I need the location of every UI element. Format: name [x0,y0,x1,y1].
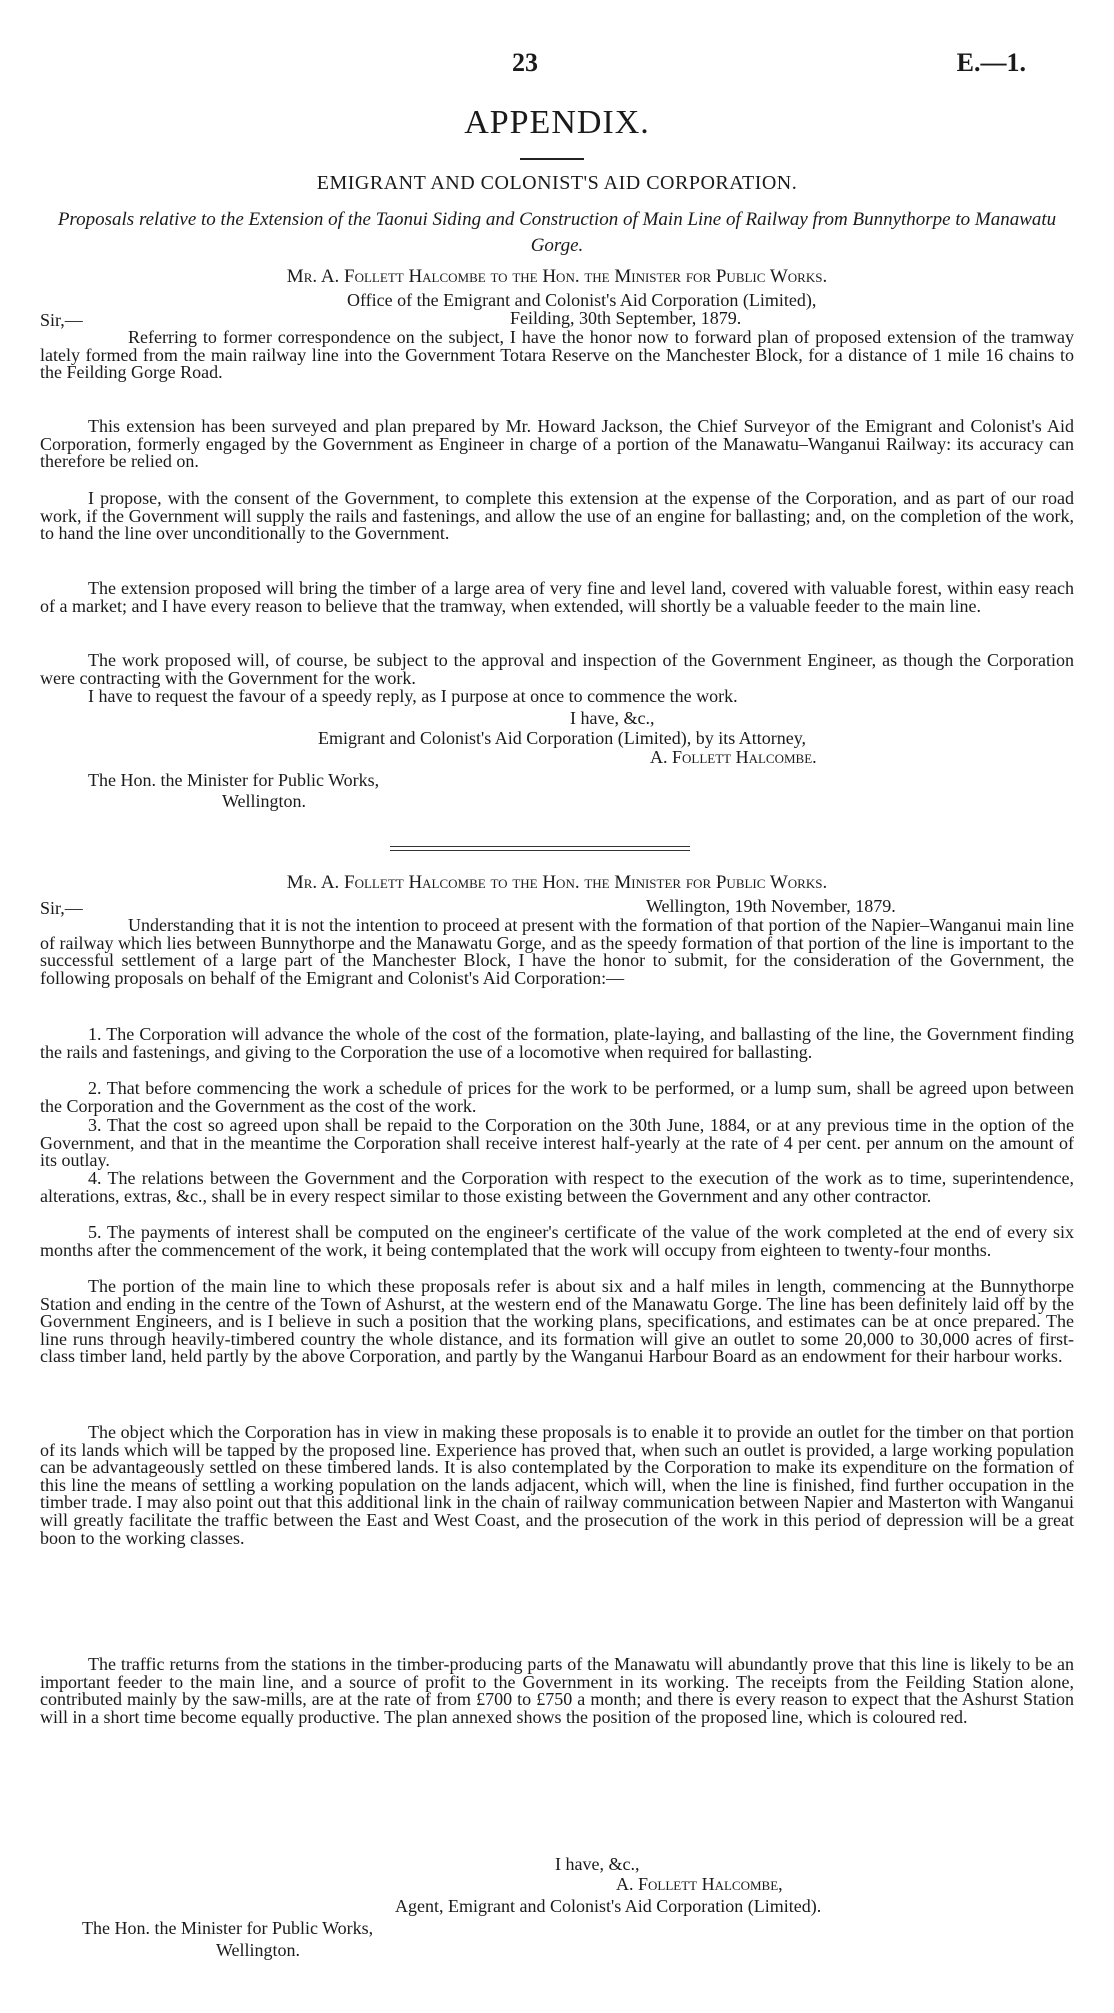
letter2-recipient-city: Wellington. [216,1940,301,1960]
letter1-signature-name: A. Follett Halcombe. [650,747,817,767]
corporation-title: EMIGRANT AND COLONIST'S AID CORPORATION. [316,172,798,194]
letter2-closing: I have, &c., [555,1854,640,1874]
letter2-proposal-item: 4. The relations between the Government and the Corporation with respect to the execution of the work as to time, superintendence, alterations, extras, &c., shall be in every respect similar to those existing between the Government and any other contractor. [40,1168,1074,1206]
letter2-paragraph: The traffic returns from the stations in the timber-producing parts of the Manawatu will abundantly prove that this line is likely to be an important feeder to the main line, and a source of profit to the Government in its working. The receipts from the Feilding Station alone, contributed mainly by the saw-mills, are at the rate of from £700 to £750 a month; and there is every reason to expect that the Ashurst Station will in a short time become equally productive. The plan annexed shows the position of the proposed line, which is coloured red. [40,1654,1074,1727]
letter2-place-date: Wellington, 19th November, 1879. [646,896,896,916]
letter2-intro: Understanding that it is not the intention to proceed at present with the formation of that portion of the Napier–Wanganui main line of railway which lies between Bunnythorpe and the Manawatu Gorge, and as the speedy formation of that portion of the line is important to the successful settlement of a large part of the Manchester Block, I have the honor to submit, for the consideration of the Government, the following proposals on behalf of the Emigrant and Colonist's Aid Corporation:— [40,915,1074,988]
letter2-header: Mr. A. Follett Halcombe to the Hon. the Minister for Public Works. [286,872,828,893]
letter1-closing: I have, &c., [570,708,655,728]
letter1-header: Mr. A. Follett Halcombe to the Hon. the Minister for Public Works. [286,266,828,287]
letter1-recipient: The Hon. the Minister for Public Works, [88,770,380,790]
letter1-paragraph: This extension has been surveyed and plan prepared by Mr. Howard Jackson, the Chief Surveyor of the Emigrant and Colonist's Aid Corporation, formerly engaged by the Government as Engineer in charge of a portion of the Manawatu–Wanganui Railway: its accuracy can therefore be relied on. [40,416,1074,472]
letter2-proposal-item: 1. The Corporation will advance the whole of the cost of the formation, plate-laying, and ballasting of the line, the Government finding the rails and fastenings, and giving to the Corporation the use of a locomotive when required for ballasting. [40,1024,1074,1062]
letter1-address: Office of the Emigrant and Colonist's Aid Corporation (Limited), [347,290,817,310]
letter2-salutation: Sir,— [40,898,83,918]
appendix-title: APPENDIX. [464,104,650,141]
letter1-salutation: Sir,— [40,310,83,330]
proposals-subtitle: Proposals relative to the Extension of the Taonui Siding and Construction of Main Line of Railway from Bunnythorpe to Manawatu Gorge. [57,209,1057,256]
page-number: 23 [512,48,538,77]
letter2-proposal-item: 3. That the cost so agreed upon shall be repaid to the Corporation on the 30th June, 1884, or at any previous time in the option of the Government, and that in the meantime the Corporation shall receive interest half-yearly at the rate of 4 per cent. per annum on the amount of its outlay. [40,1115,1074,1171]
letter1-paragraph: I have to request the favour of a speedy reply, as I purpose at once to commence the work. [88,686,738,706]
letter1-paragraph: I propose, with the consent of the Government, to complete this extension at the expense of the Corporation, and as part of our road work, if the Government will supply the rails and fastenings, and allow the use of an engine for ballasting; and, on the completion of the work, to hand the line over unconditionally to the Government. [40,488,1074,544]
letter1-paragraph: The work proposed will, of course, be subject to the approval and inspection of the Government Engineer, as though the Corporation were contracting with the Government for the work. [40,650,1074,688]
letter1-place-date: Feilding, 30th September, 1879. [510,308,742,328]
letter1-recipient-city: Wellington. [222,791,307,811]
section-divider [390,846,690,851]
letter2-signature-name: A. Follett Halcombe, [616,1874,783,1894]
letter1-paragraph: The extension proposed will bring the timber of a large area of very fine and level land, covered with valuable forest, within easy reach of a market; and I have every reason to believe that the tramway, when extended, will shortly be a valuable feeder to the main line. [40,578,1074,616]
letter1-signature-org: Emigrant and Colonist's Aid Corporation (Limited), by its Attorney, [318,728,807,748]
letter2-paragraph: The portion of the main line to which these proposals refer is about six and a half miles in length, commencing at the Bunnythorpe Station and ending in the centre of the Town of Ashurst, at the western end of the Manawatu Gorge. The line has been definitely laid off by the Government Engineers, and is I believe in such a position that the working plans, specifications, and estimates can be at once prepared. The line runs through heavily-timbered country the whole distance, and its formation will give an outlet to some 20,000 to 30,000 acres of first-class timber land, held partly by the above Corporation, and partly by the Wanganui Harbour Board as an endowment for their harbour works. [40,1276,1074,1367]
letter1-paragraph: Referring to former correspondence on the subject, I have the honor now to forward plan of proposed extension of the tramway lately formed from the main railway line into the Government Totara Reserve on the Manchester Block, for a distance of 1 mile 16 chains to the Feilding Gorge Road. [40,327,1074,383]
document-reference: E.—1. [956,48,1026,77]
letter2-proposal-item: 5. The payments of interest shall be computed on the engineer's certificate of the value of the work completed at the end of every six months after the commencement of the work, it being contemplated that the work will occupy from eighteen to twenty-four months. [40,1222,1074,1260]
letter2-proposal-item: 2. That before commencing the work a schedule of prices for the work to be performed, or a lump sum, shall be agreed upon between the Corporation and the Government as the cost of the work. [40,1078,1074,1116]
letter2-paragraph: The object which the Corporation has in view in making these proposals is to enable it to provide an outlet for the timber on that portion of its lands which will be tapped by the proposed line. Experience has proved that, when such an outlet is provided, a large working population can be advantageously settled on these timbered lands. It is also contemplated by the Corporation to make its expenditure on the formation of this line the means of settling a working population on the lands adjacent, which will, when the line is finished, find further occupation in the timber trade. I may also point out that this additional link in the chain of railway communication between Napier and Masterton with Wanganui will greatly facilitate the traffic between the East and West Coast, and the prosecution of the work in this period of depression will be a great boon to the working classes. [40,1422,1074,1548]
letter2-recipient: The Hon. the Minister for Public Works, [82,1918,374,1938]
title-rule [520,158,584,160]
letter2-signature-role: Agent, Emigrant and Colonist's Aid Corporation (Limited). [395,1896,822,1916]
